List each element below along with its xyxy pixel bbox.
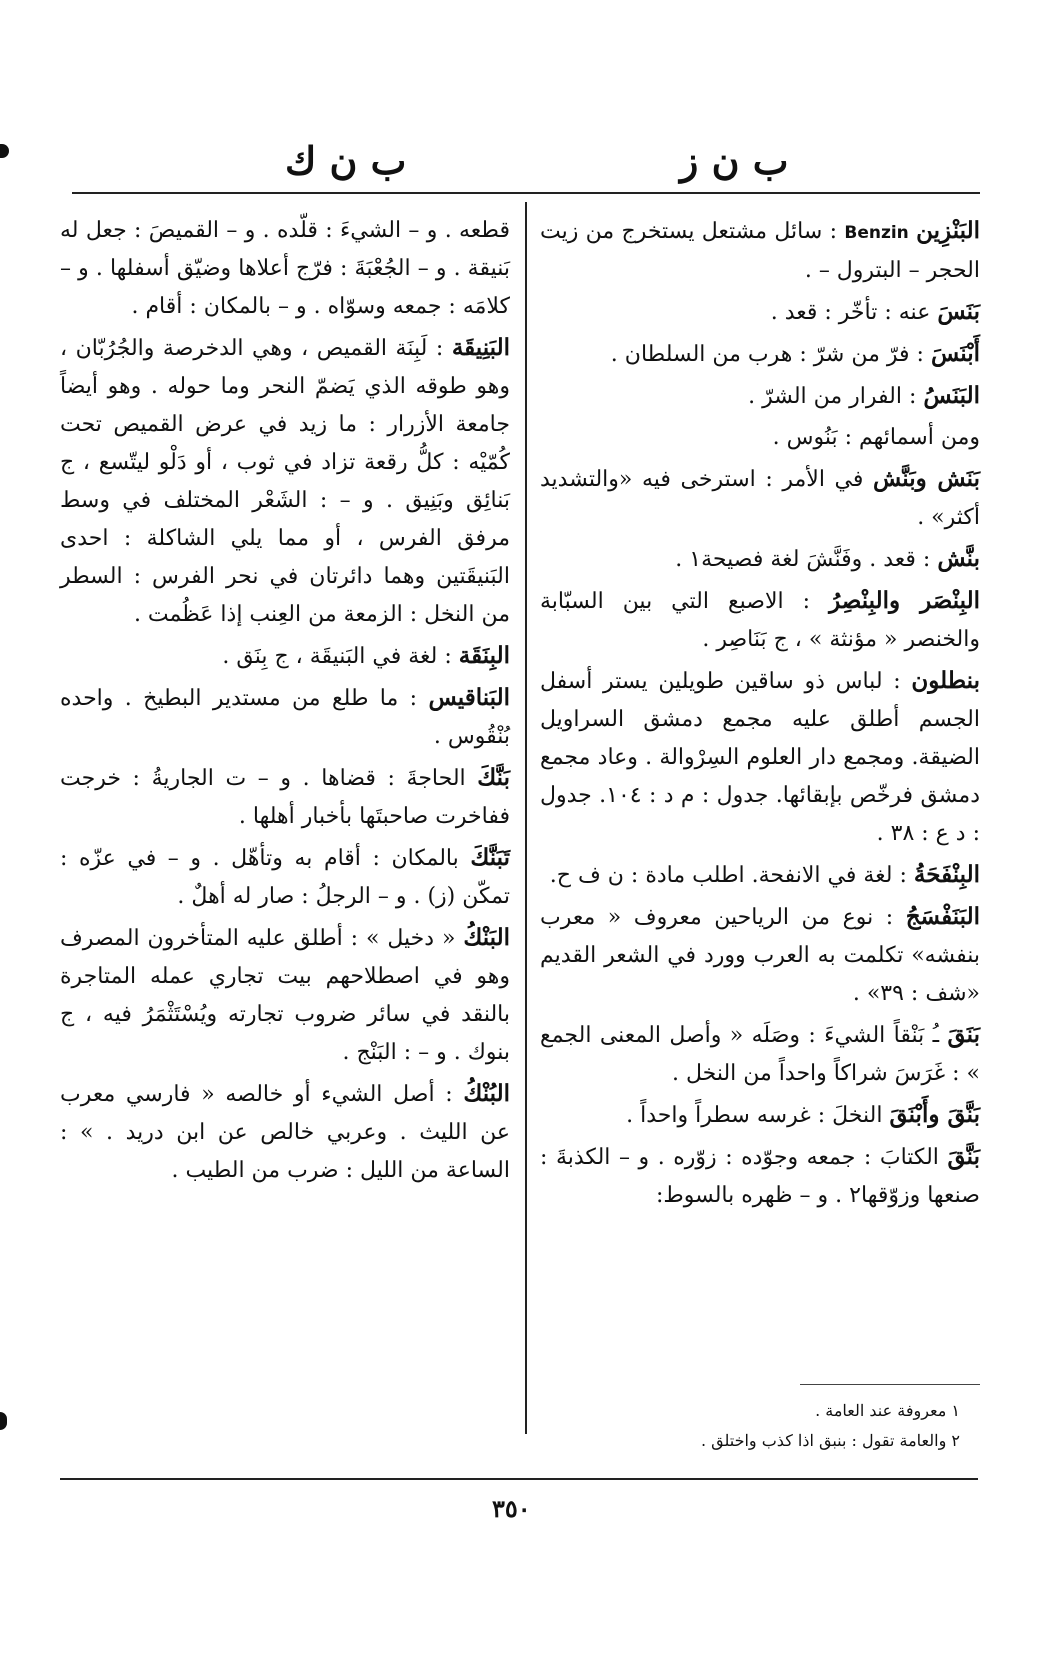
edge-mark: [0, 1412, 7, 1430]
dictionary-entry: [540, 540, 980, 579]
entry-definition: : ما طلع من مستدير البطيخ . واحده بُنْقُوس .: [60, 686, 510, 749]
page-number: ٣٥٠: [492, 1494, 531, 1523]
column-divider: [525, 202, 527, 1434]
entry-headword: تَبَنَّكَ: [470, 844, 511, 871]
entry-headword: بَنَّكَ: [477, 764, 510, 791]
entry-definition: : الاصبع التي بين السبّابة والخنصر « مؤنثة » ، ج بَنَاصِر .: [540, 589, 980, 652]
dictionary-entry: [60, 637, 510, 676]
entry-headword: بَنَسَ: [937, 298, 980, 325]
dictionary-entry: [540, 1016, 980, 1093]
dictionary-entry: [540, 377, 980, 416]
entry-headword: بَنَّقَ: [947, 1143, 980, 1170]
entry-definition: عنه : تأخّر : قعد .: [770, 300, 931, 325]
entry-latin-term: Benzin: [844, 223, 909, 243]
entry-headword: البَنْكُ: [463, 924, 510, 951]
entry-headword: بنطلون: [911, 667, 980, 694]
bottom-rule: [60, 1478, 978, 1480]
dictionary-entry: [60, 329, 510, 634]
dictionary-entry: [540, 856, 980, 895]
right-column: [540, 212, 980, 1218]
dictionary-entry: [60, 759, 510, 836]
entry-headword: البِنَقَة: [458, 642, 510, 669]
dictionary-entry: [540, 419, 980, 457]
entry-definition: « دخيل » : أطلق عليه المتأخرون المصرف وهو في اصطلاحهم بيت تجاري عمله المتاجرة بالنقد في سائر ضروب تجارته ويُسْتَثْمَرُ فيه ، ج بنوك . و – : البَنْج .: [60, 926, 510, 1065]
entry-headword: أَبْنَسَ: [930, 340, 980, 367]
top-rule: [72, 192, 980, 194]
entry-headword: البِنْصَر والبِنْصِرُ: [829, 587, 981, 614]
dictionary-entry: [60, 919, 510, 1072]
dictionary-entry: [540, 293, 980, 332]
footnote: ٢ والعامة تقول : بنبق اذا كذب واختلق .: [700, 1431, 960, 1450]
edge-mark: [0, 144, 9, 158]
dictionary-entry: [60, 839, 510, 916]
entry-definition: : فرّ من شرّ : هرب من السلطان .: [610, 342, 924, 367]
entry-definition: : أصل الشيء أو خالصه « فارسي معرب عن الليث . وعربي خالص عن ابن دريد . » : الساعة من الليل : ضرب من الطيب .: [60, 1082, 510, 1183]
footnotes: [560, 1396, 960, 1456]
dictionary-entry: [60, 212, 510, 326]
dictionary-entry: [540, 335, 980, 374]
left-column: [60, 212, 510, 1193]
entry-definition: في الأمر : استرخى فيه «والتشديد أكثر» .: [540, 467, 980, 530]
entry-headword: البِنْفَحَةُ: [913, 861, 980, 888]
entry-headword: البُنْكُ: [463, 1080, 510, 1107]
dictionary-entry: [540, 1138, 980, 1215]
dictionary-entry: [60, 679, 510, 756]
entry-headword: بَنَقَ: [947, 1021, 980, 1048]
entry-definition: : لَبِنَة القميص ، وهي الدخرصة والجُرُبّان ، وهو طوقه الذي يَضمّ النحر وما حوله . وهو أيضاً جامعة الأزرار : ما زيد في عرض القميص تحت كُمّيْه : كلُّ رقعة تزاد في ثوب ، أو دَلْو ليتّسع ، ج بَنائِق وبَنِيق . و – : الشَعْر المختلف في وسط مرفق الفرس ، أو مما يلي الشاكلة : احدى البَنيقَتين وهما دائرتان في نحر الفرس : السطر من النخل : الزمعة من العِنب إذا عَظُمت .: [60, 336, 510, 627]
footnote-rule: [800, 1384, 980, 1385]
right-column-header: ب ن ز: [680, 138, 789, 183]
entry-definition: الكتابَ : جمعه وجوّده : زوّره . و – الكذبةَ : صنعها وزوّقها٢ . و – ظهره بالسوط:: [540, 1145, 980, 1208]
entry-definition: : لغة في البَنيقَة ، ج بِنَق .: [222, 644, 452, 669]
entry-headword: بَنَّقَ وأَبْنَقَ: [889, 1101, 980, 1128]
entry-definition: ـُ بَنْقاً الشيءَ : وصَلَه « وأصل المعنى الجمع » : غَرَسَ شراكاً واحداً من النخل .: [540, 1023, 980, 1086]
entry-definition: ومن أسمائهم : بَنُوس .: [772, 425, 980, 450]
entry-definition: قطعه . و – الشيءَ : قلّده . و – القميصَ : جعل له بَنيقة . و – الجُعْبَةَ : فرّج أعلاها وضيّق أسفلها . و – كلامَه : جمعه وسوّاه . و – بالمكان : أقام .: [60, 218, 510, 319]
entry-headword: البَنِيقَة: [451, 334, 511, 361]
entry-definition: بالمكان : أقام به وتأهّل . و – في عزّه : تمكّن (ز) . و – الرجلُ : صار له أهلٌ .: [60, 846, 510, 909]
entry-definition: : سائل مشتعل يستخرج من زيت الحجر – البترول – .: [540, 219, 980, 283]
dictionary-entry: [540, 1096, 980, 1135]
dictionary-entry: [540, 212, 980, 290]
dictionary-entry: [540, 582, 980, 659]
entry-definition: النخلَ : غرسه سطراً واحداً .: [626, 1103, 883, 1128]
entry-headword: البَناقيس: [428, 684, 510, 711]
entry-headword: البَنْزِين: [916, 217, 981, 244]
dictionary-entry: [540, 898, 980, 1013]
entry-headword: بنَّش: [937, 545, 980, 572]
entry-definition: : لباس ذو ساقين طويلين يستر أسفل الجسم أطلق عليه مجمع دمشق السراويل الضيقة. ومجمع دار العلوم السِرْوالة . وعاد مجمع دمشق فرخّص بإبقائها. جدول : م د : ١٠٤. جدول : د ع : ٣٨ .: [540, 669, 980, 846]
entry-headword: البَنَفْسَجُ: [905, 903, 980, 930]
dictionary-entry: [540, 460, 980, 537]
entry-definition: الحاجةَ : قضاها . و – ت الجاريةُ : خرجت ففاخرت صاحبتَها بأخبار أهلها .: [60, 766, 510, 829]
footnote: ١ معروفة عند العامة .: [815, 1401, 960, 1420]
entry-definition: : قعد . وفَنَّشَ لغة فصيحة١ .: [675, 547, 931, 572]
entry-definition: : الفرار من الشرّ .: [748, 384, 917, 409]
entry-definition: : نوع من الرياحين معروف « معرب بنفشه» تكلمت به العرب وورد في الشعر القديم «شف : ٣٩» .: [540, 905, 980, 1006]
left-column-header: ب ن ك: [285, 138, 407, 183]
dictionary-entry: [540, 662, 980, 853]
entry-headword: البَنَسُ: [923, 382, 980, 409]
entry-headword: بَنَش وبَنَّش: [872, 465, 981, 492]
dictionary-entry: [60, 1075, 510, 1190]
entry-definition: : لغة في الانفحة. اطلب مادة : ن ف ح.: [549, 863, 907, 888]
